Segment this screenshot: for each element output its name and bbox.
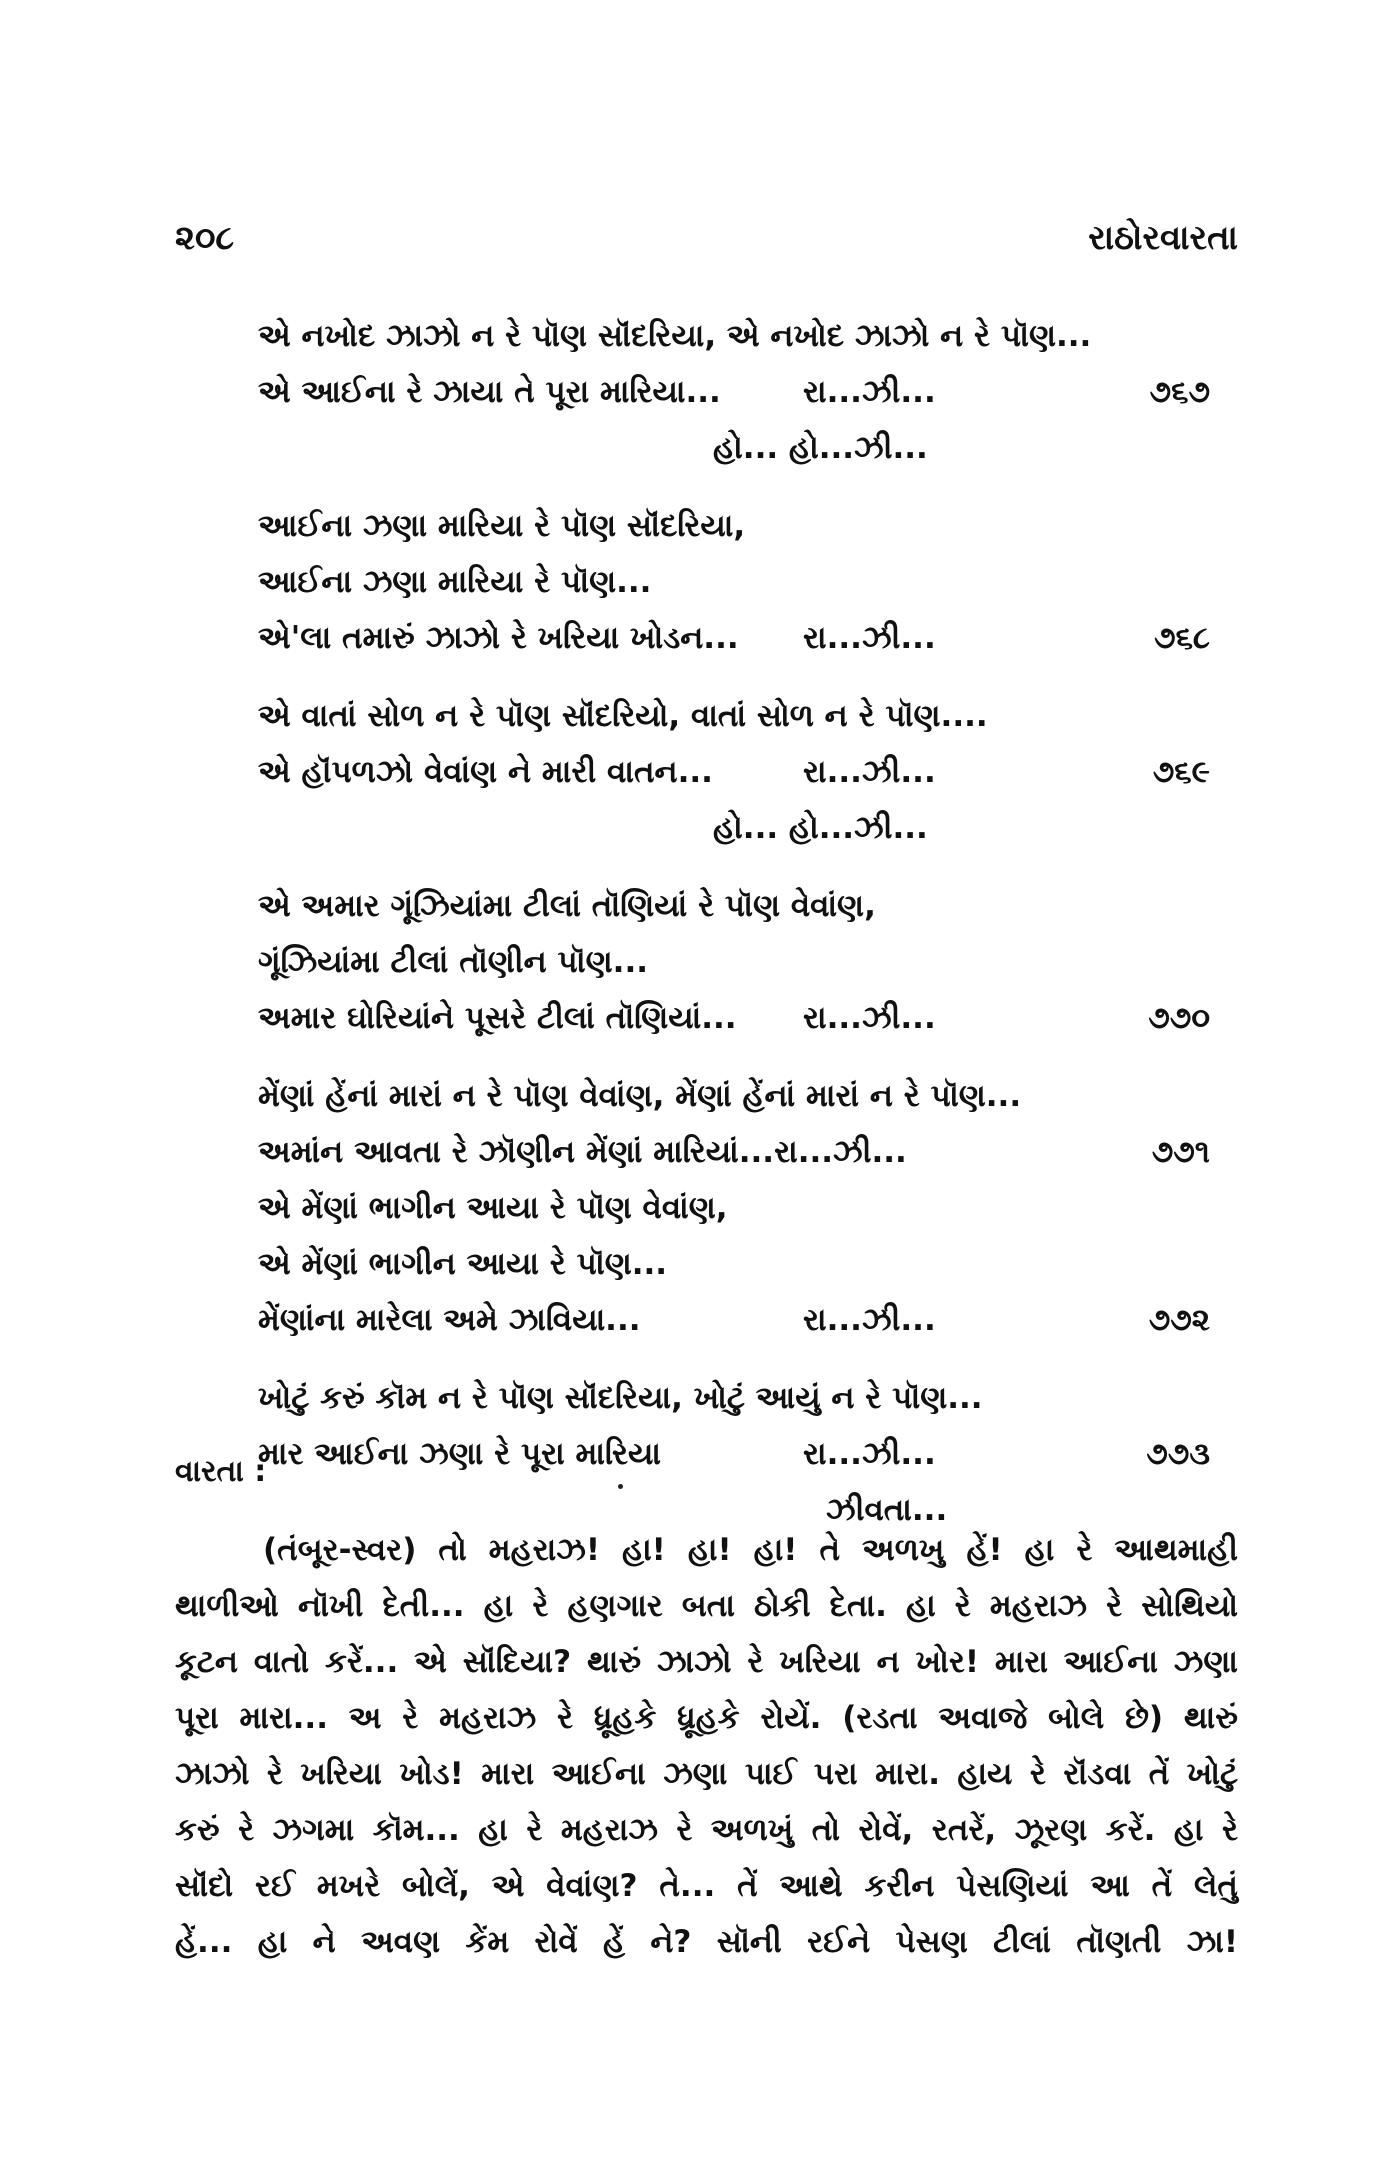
verse-text: ખોટું કરું કૉમ ન રે પૉણ સૉંદરિયા, ખોટું આયું ન રે પૉણ... xyxy=(258,1380,983,1416)
verse-number: ૭૭૧ xyxy=(1151,1134,1210,1170)
prose-section xyxy=(175,1522,1238,1970)
verse-line xyxy=(258,364,1210,420)
stanza xyxy=(258,498,1210,666)
verse-text: મેંણાં હેંનાં મારાં ન રે પૉણ વેવાંણ, મેંણાં હેંનાં મારાં ન રે પૉણ... xyxy=(258,1078,1022,1114)
verse-line xyxy=(258,498,1210,554)
verse-line xyxy=(258,1124,1210,1180)
verse-text: એ'લા તમારું ઝાઝો રે ખરિયા ખોડન... xyxy=(258,620,739,656)
verse-text: ગૂંઝિયાંમા ટીલાં તૉણીન પૉણ... xyxy=(258,944,649,980)
verse-text: હો... હો...ઝી... xyxy=(713,810,928,846)
verse-line xyxy=(258,554,1210,610)
verse-refrain: રા...ઝી... xyxy=(803,1436,936,1472)
stanza xyxy=(258,1068,1210,1348)
stanza xyxy=(258,308,1210,476)
stanza xyxy=(258,1370,1210,1538)
prose-line: હેં... હા ને અવણ કેંમ રોવેં હેં ને? સૉની રઈને પેસણ ટીલાં તૉણતી ઝા! xyxy=(175,1924,1238,1960)
verse-refrain: રા...ઝી... xyxy=(803,1302,936,1338)
verse-text: મેંણાંના મારેલા અમે ઝાવિયા... xyxy=(258,1302,641,1338)
stanza xyxy=(258,878,1210,1046)
verse-line xyxy=(258,990,1210,1046)
verse-number: ૭૭૩ xyxy=(1146,1436,1210,1472)
verse-line xyxy=(258,1426,1210,1482)
verse-number: ૭૬૯ xyxy=(1152,754,1210,790)
verse-text: એ અમાર ગૂંઝિયાંમા ટીલાં તૉણિયાં રે પૉણ વેવાંણ, xyxy=(258,888,876,924)
verse-refrain: રા...ઝી... xyxy=(803,754,936,790)
verse-line xyxy=(258,420,1210,476)
verse-line xyxy=(258,688,1210,744)
verse-section xyxy=(258,308,1210,1560)
verse-text: એ નખોદ ઝાઝો ન રે પૉણ સૉંદરિયા, એ નખોદ ઝાઝો ન રે પૉણ... xyxy=(258,318,1092,354)
verse-line xyxy=(258,744,1210,800)
page-number: ૨૦૮ xyxy=(175,218,235,258)
prose-line: કરું રે ઝગમા કૉમ... હા રે મહરાઝ રે અળખું તો રોવેં, રતરેં, ઝૂરણ કરેં. હા રે xyxy=(175,1812,1238,1848)
print-speck xyxy=(618,1484,623,1489)
verse-number: ૭૭૦ xyxy=(1148,1000,1210,1036)
section-label: વારતા : xyxy=(175,1454,267,1489)
verse-number: ૭૭૨ xyxy=(1148,1302,1210,1338)
prose-line: થાળીઓ નૉખી દેતી... હા રે હણગાર બતા ઠોકી દેતા. હા રે મહરાઝ રે સોથિયો xyxy=(175,1588,1238,1624)
verse-line xyxy=(258,1292,1210,1348)
verse-line xyxy=(258,878,1210,934)
verse-refrain: રા...ઝી... xyxy=(803,620,936,656)
verse-text: ઝીવતા... xyxy=(826,1492,948,1528)
prose-line: ઝાઝો રે ખરિયા ખોડ! મારા આઈના ઝણા પાઈ પરા મારા. હાય રે રૉંડવા તેં ખોટું xyxy=(175,1756,1238,1792)
verse-text: એ મેંણાં ભાગીન આયા રે પૉણ વેવાંણ, xyxy=(258,1190,728,1226)
verse-text: એ વાતાં સોળ ન રે પૉણ સૉંદરિયો, વાતાં સોળ ન રે પૉણ.... xyxy=(258,698,988,734)
verse-line xyxy=(258,1180,1210,1236)
verse-refrain: રા...ઝી... xyxy=(803,374,936,410)
verse-refrain: રા...ઝી... xyxy=(803,1000,936,1036)
verse-line xyxy=(258,934,1210,990)
verse-text: માર આઈના ઝણા રે પૂરા મારિયા xyxy=(258,1436,661,1472)
verse-line xyxy=(258,610,1210,666)
verse-text: એ હૉંપળઝો વેવાંણ ને મારી વાતન... xyxy=(258,754,713,790)
verse-line xyxy=(258,308,1210,364)
prose-line: સૉંદો રઈ મખરે બોલેં, એ વેવાંણ? તે... તેં આથે કરીન પેસણિયાં આ તેં લેતું xyxy=(175,1868,1238,1904)
verse-line xyxy=(258,800,1210,856)
verse-number: ૭૬૮ xyxy=(1154,620,1210,656)
verse-text: હો... હો...ઝી... xyxy=(713,430,928,466)
prose-line: પૂરા મારા... અ રે મહરાઝ રે ધ્રૂહકે ધ્રૂહકે રોયેં. (રડતા અવાજે બોલે છે) થારું xyxy=(175,1700,1238,1736)
verse-text: આઈના ઝણા મારિયા રે પૉણ... xyxy=(258,564,652,600)
running-head: રાઠોરવારતા xyxy=(1088,218,1238,258)
verse-line xyxy=(258,1068,1210,1124)
verse-text: અમાર ઘોરિયાંને પૂસરે ટીલાં તૉણિયાં... xyxy=(258,1000,737,1036)
verse-text: આઈના ઝણા મારિયા રે પૉણ સૉંદરિયા, xyxy=(258,508,746,544)
verse-line xyxy=(258,1236,1210,1292)
stanza xyxy=(258,688,1210,856)
prose-line: (તંબૂર-સ્વર) તો મહરાઝ! હા! હા! હા! તે અળખુ હેં! હા રે આથમાહી xyxy=(263,1532,1238,1568)
verse-text: એ મેંણાં ભાગીન આયા રે પૉણ... xyxy=(258,1246,668,1282)
verse-text: એ આઈના રે ઝાયા તે પૂરા મારિયા... xyxy=(258,374,721,410)
verse-line xyxy=(258,1370,1210,1426)
page-header xyxy=(175,218,1238,278)
prose-line: કૂટન વાતો કરેં... એ સૉંદિયા? થારું ઝાઝો રે ખરિયા ન ખોર! મારા આઈના ઝણા xyxy=(175,1644,1238,1680)
verse-number: ૭૬૭ xyxy=(1149,374,1210,410)
verse-text: અમાંન આવતા રે ઝૉણીન મેંણાં મારિયાં...રા...ઝી... xyxy=(258,1134,907,1170)
